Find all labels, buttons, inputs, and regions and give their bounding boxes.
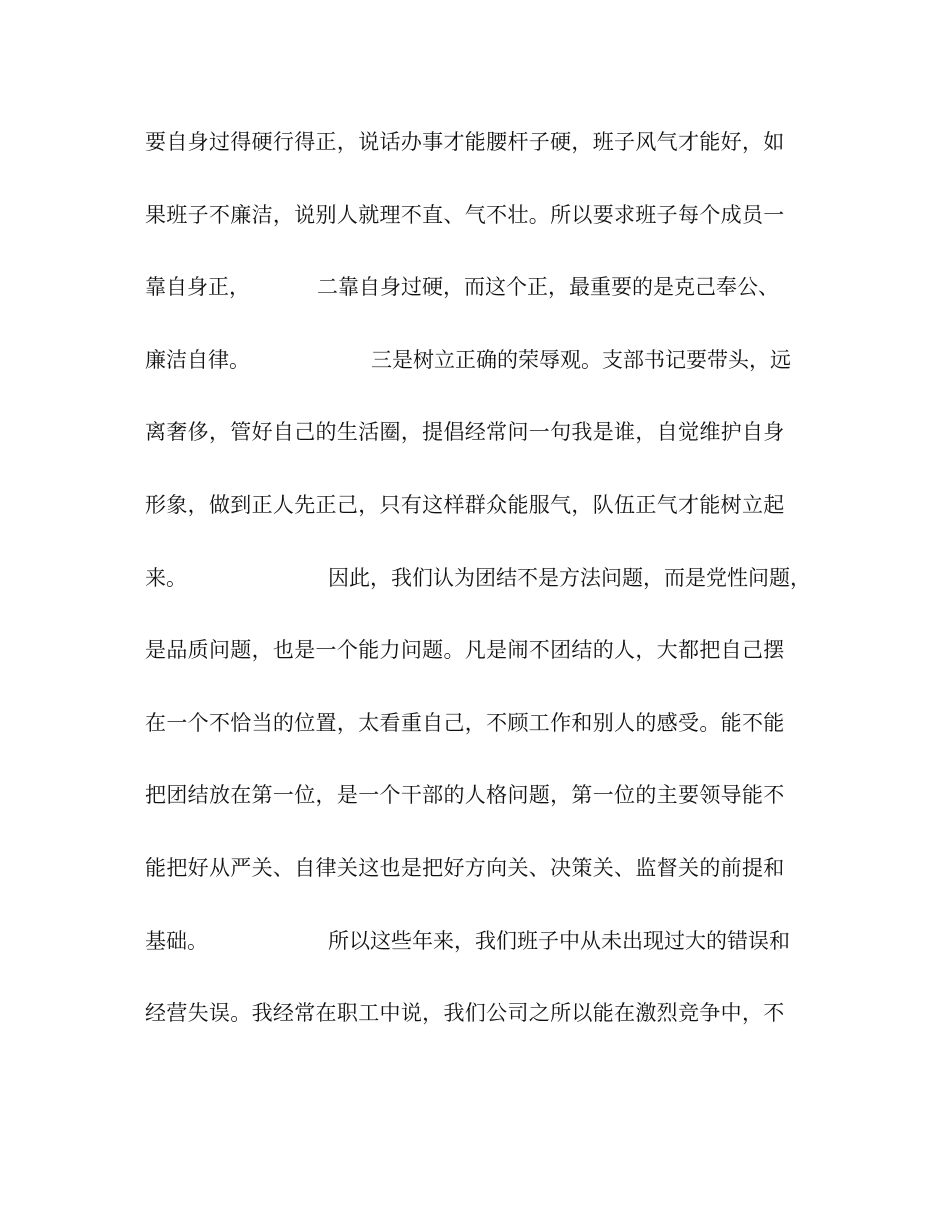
line-segment-start: 来。 [145, 565, 187, 590]
text-line-11 [145, 852, 835, 925]
text-line-3 [145, 271, 835, 344]
line-text: 能把好从严关、自律关这也是把好方向关、决策关、监督关的前提和 [145, 855, 785, 880]
line-text: 把团结放在第一位，是一个干部的人格问题，第一位的主要领导能不 [145, 783, 785, 808]
text-line-10 [145, 779, 835, 852]
line-text: 经营失误。我经常在职工中说，我们公司之所以能在激烈竞争中，不 [145, 1001, 785, 1026]
line-segment-continued: 因此，我们认为团结不是方法问题，而是党性问题， [328, 565, 811, 590]
line-segment-start: 廉洁自律。 [145, 347, 250, 372]
text-line-1 [145, 126, 835, 199]
text-line-8 [145, 634, 835, 707]
text-line-4 [145, 344, 835, 417]
line-text: 形象，做到正人先正己，只有这样群众能服气，队伍正气才能树立起 [145, 492, 785, 517]
text-line-2 [145, 199, 835, 272]
line-segment-start: 靠自身正， [145, 275, 250, 300]
text-line-13 [145, 997, 835, 1070]
text-line-5 [145, 416, 835, 489]
line-text: 果班子不廉洁，说别人就理不直、气不壮。所以要求班子每个成员一 [145, 202, 785, 227]
body-text [145, 126, 835, 1070]
text-line-6 [145, 489, 835, 562]
line-text: 在一个不恰当的位置，太看重自己，不顾工作和别人的感受。能不能 [145, 710, 785, 735]
line-text: 离奢侈，管好自己的生活圈，提倡经常问一句我是谁，自觉维护自身 [145, 420, 785, 445]
text-line-7 [145, 562, 835, 635]
line-segment-continued: 所以这些年来，我们班子中从未出现过大的错误和 [328, 928, 790, 953]
line-text: 要自身过得硬行得正，说话办事才能腰杆子硬，班子风气才能好，如 [145, 130, 785, 154]
line-text: 是品质问题，也是一个能力问题。凡是闹不团结的人，大都把自己摆 [145, 638, 785, 663]
line-segment-start: 基础。 [145, 928, 208, 953]
text-line-9 [145, 707, 835, 780]
line-segment-continued: 三是树立正确的荣辱观。支部书记要带头，远 [371, 347, 791, 372]
text-line-12 [145, 925, 835, 998]
line-segment-continued: 二靠自身过硬，而这个正，最重要的是克己奉公、 [317, 275, 779, 300]
